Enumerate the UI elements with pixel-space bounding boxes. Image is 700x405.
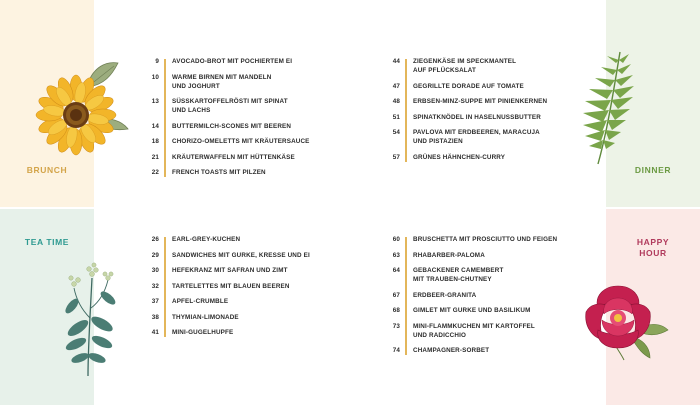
- recipe-page-number: 38: [151, 313, 159, 321]
- recipe-page-number: 47: [392, 82, 400, 90]
- recipe-page-number: 30: [151, 267, 159, 274]
- recipe-title: EARL-GREY-KUCHEN: [172, 236, 241, 243]
- recipe-title: ZIEGENKÄSE IM SPECKMANTEL AUF PFLÜCKSALAT: [413, 58, 517, 74]
- recipe-title: APFEL-CRUMBLE: [172, 298, 229, 305]
- recipe-page-number: 14: [151, 122, 159, 130]
- sunflower-icon: [30, 57, 130, 157]
- recipe-title: BUTTERMILCH-SCONES MIT BEEREN: [172, 122, 292, 130]
- recipe-page-number: 26: [151, 236, 159, 243]
- section-title-happy-hour-line2: HOUR: [639, 248, 667, 258]
- recipe-page-number: 73: [392, 322, 400, 330]
- recipe-page-number: 10: [151, 73, 159, 81]
- recipe-entry: [388, 235, 583, 244]
- recipe-page-number: 22: [151, 169, 159, 176]
- recipe-title: WARME BIRNEN MIT MANDELN UND JOGHURT: [172, 73, 272, 90]
- recipe-entry: [388, 306, 583, 315]
- recipe-entry: [147, 168, 342, 177]
- recipe-title: GEGRILLTE DORADE AUF TOMATE: [413, 82, 524, 90]
- recipe-title: KRÄUTERWAFFELN MIT HÜTTENKÄSE: [172, 153, 295, 161]
- recipe-list-tea-time: [147, 235, 342, 337]
- recipe-entry: [388, 251, 583, 260]
- recipe-title: MINI-GUGELHUPFE: [172, 329, 234, 336]
- recipe-entry: [147, 328, 342, 337]
- recipe-title: GEBACKENER CAMEMBERT MIT TRAUBEN-CHUTNEY: [413, 267, 504, 283]
- recipe-title: CHAMPAGNER-SORBET: [413, 347, 490, 354]
- recipe-page-number: 9: [155, 58, 159, 65]
- recipe-page-number: 29: [151, 251, 159, 259]
- recipe-page-number: 74: [392, 347, 400, 354]
- recipe-list-happy-hour: [388, 235, 583, 355]
- recipe-page-number: 63: [392, 251, 400, 259]
- recipe-title: GIMLET MIT GURKE UND BASILIKUM: [413, 307, 531, 314]
- recipe-title: FRENCH TOASTS MIT PILZEN: [172, 169, 266, 176]
- recipe-page-number: 41: [151, 329, 159, 336]
- section-title-happy-hour: [606, 237, 700, 259]
- recipe-title: ERDBEER-GRANITA: [413, 291, 477, 299]
- recipe-page-number: 60: [392, 236, 400, 243]
- recipe-entry: [147, 153, 342, 162]
- recipe-entry: [388, 113, 583, 122]
- recipe-entry: [147, 251, 342, 260]
- eucalyptus-sprig-icon: [50, 258, 130, 380]
- recipe-entry: [388, 153, 583, 162]
- recipe-entry: [388, 322, 583, 340]
- recipe-entry: [147, 97, 342, 115]
- recipe-title: GRÜNES HÄHNCHEN-CURRY: [413, 153, 506, 161]
- recipe-title: SPINATKNÖDEL IN HASELNUSSBUTTER: [413, 113, 541, 121]
- recipe-entry: [388, 346, 583, 355]
- recipe-page-number: 54: [392, 129, 400, 136]
- recipe-page-number: 57: [392, 153, 400, 161]
- recipe-entry: [388, 128, 583, 146]
- recipe-page-number: 32: [151, 282, 159, 290]
- recipe-title: THYMIAN-LIMONADE: [172, 313, 239, 321]
- recipe-page-number: 13: [151, 98, 159, 105]
- recipe-entry: [388, 291, 583, 300]
- recipe-page-number: 44: [392, 58, 400, 65]
- recipe-page-number: 64: [392, 267, 400, 274]
- recipe-page-number: 21: [151, 153, 159, 161]
- recipe-title: HEFEKRANZ MIT SAFRAN UND ZIMT: [172, 267, 288, 274]
- peony-icon: [580, 282, 670, 362]
- recipe-entry: [147, 137, 342, 146]
- section-title-dinner: DINNER: [634, 165, 672, 175]
- recipe-page-number: 48: [392, 98, 400, 105]
- recipe-entry: [388, 82, 583, 91]
- recipe-title: SÜSSKARTOFFELRÖSTI MIT SPINAT UND LACHS: [172, 98, 288, 114]
- recipe-entry: [147, 313, 342, 322]
- recipe-page-number: 37: [151, 298, 159, 305]
- recipe-list-dinner: [388, 57, 583, 162]
- recipe-list-brunch: [147, 57, 342, 177]
- recipe-page-number: 18: [151, 138, 159, 145]
- recipe-entry: [388, 97, 583, 106]
- recipe-title: RHABARBER-PALOMA: [413, 251, 485, 259]
- recipe-entry: [147, 235, 342, 244]
- recipe-entry: [147, 122, 342, 131]
- recipe-title: PAVLOVA MIT ERDBEEREN, MARACUJA UND PISTAZIEN: [413, 129, 540, 145]
- recipe-page-number: 67: [392, 291, 400, 299]
- recipe-title: AVOCADO-BROT MIT POCHIERTEM EI: [172, 58, 293, 65]
- recipe-title: TARTELETTES MIT BLAUEN BEEREN: [172, 282, 290, 290]
- recipe-title: SANDWICHES MIT GURKE, KRESSE UND EI: [172, 251, 310, 259]
- recipe-entry: [388, 57, 583, 75]
- section-title-brunch: BRUNCH: [26, 165, 68, 175]
- recipe-entry: [147, 297, 342, 306]
- recipe-title: MINI-FLAMMKUCHEN MIT KARTOFFEL UND RADICCHIO: [413, 322, 535, 339]
- section-title-happy-hour-line1: HAPPY: [636, 237, 670, 247]
- recipe-title: BRUSCHETTA MIT PROSCIUTTO UND FEIGEN: [413, 236, 558, 243]
- recipe-entry: [388, 266, 583, 284]
- section-title-tea-time: TEA TIME: [24, 237, 70, 247]
- recipe-entry: [147, 282, 342, 291]
- recipe-title: CHORIZO-OMELETTS MIT KRÄUTERSAUCE: [172, 138, 310, 145]
- recipe-entry: [147, 266, 342, 275]
- recipe-title: ERBSEN-MINZ-SUPPE MIT PINIENKERNEN: [413, 98, 548, 105]
- recipe-entry: [147, 73, 342, 91]
- recipe-page-number: 51: [392, 113, 400, 121]
- recipe-entry: [147, 57, 342, 66]
- recipe-page-number: 68: [392, 307, 400, 314]
